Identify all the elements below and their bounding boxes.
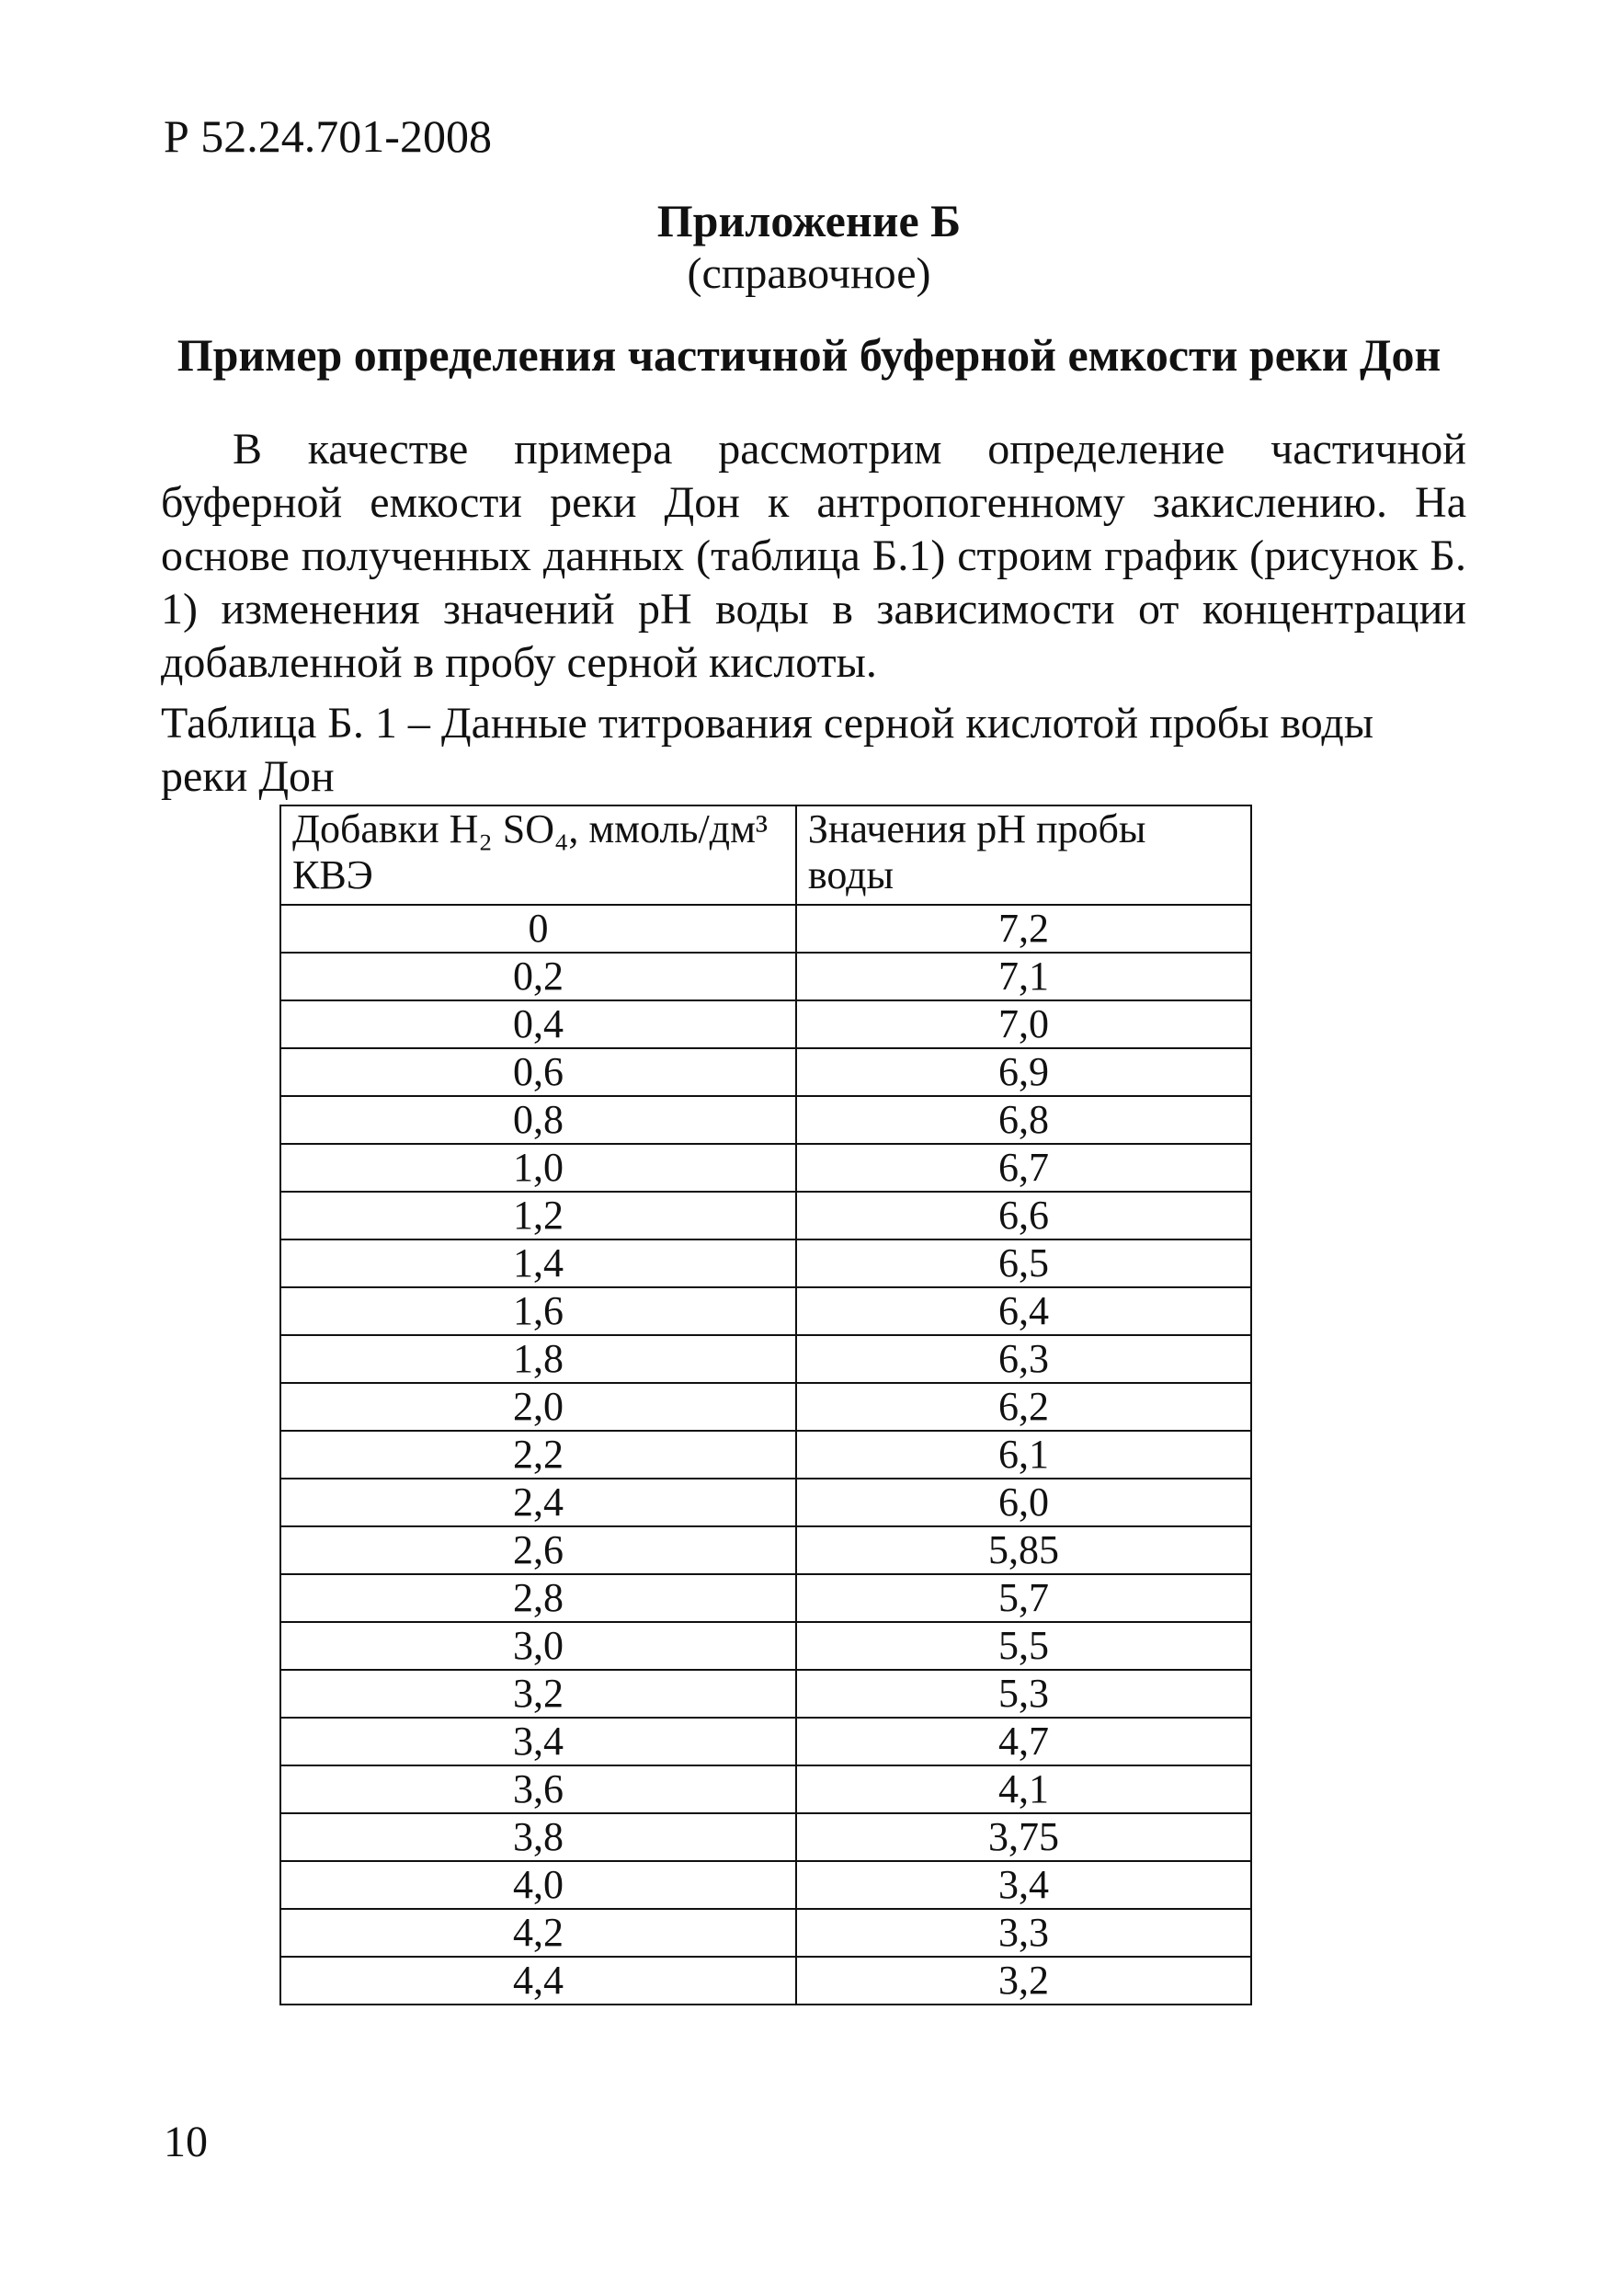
table-row [280, 1957, 1251, 2005]
ph-cell: 4,1 [796, 1765, 1251, 1813]
ph-cell: 6,4 [796, 1287, 1251, 1335]
dose-cell: 3,0 [280, 1622, 796, 1670]
dose-cell: 4,4 [280, 1957, 796, 2005]
ph-cell: 3,2 [796, 1957, 1251, 2005]
dose-cell: 1,0 [280, 1144, 796, 1192]
table-row [280, 1479, 1251, 1526]
dose-cell: 2,6 [280, 1526, 796, 1574]
ph-cell: 5,3 [796, 1670, 1251, 1718]
ph-cell: 6,6 [796, 1192, 1251, 1239]
document-code: Р 52.24.701-2008 [164, 110, 492, 162]
table-row [280, 1526, 1251, 1574]
table-row [280, 1383, 1251, 1431]
table-body [280, 905, 1251, 2005]
page-number: 10 [164, 2118, 208, 2166]
titration-table [279, 805, 1252, 2005]
ph-cell: 6,7 [796, 1144, 1251, 1192]
dose-cell: 0,2 [280, 953, 796, 1000]
table-row [280, 1909, 1251, 1957]
table-header-row [280, 805, 1251, 905]
ph-cell: 6,2 [796, 1383, 1251, 1431]
table-row [280, 1813, 1251, 1861]
ph-cell: 3,75 [796, 1813, 1251, 1861]
dose-cell: 0,4 [280, 1000, 796, 1048]
ph-cell: 3,4 [796, 1861, 1251, 1909]
ph-cell: 7,0 [796, 1000, 1251, 1048]
ph-cell: 6,3 [796, 1335, 1251, 1383]
table-row [280, 1574, 1251, 1622]
dose-cell: 4,2 [280, 1909, 796, 1957]
table-row [280, 1000, 1251, 1048]
dose-cell: 3,2 [280, 1670, 796, 1718]
ph-cell: 6,0 [796, 1479, 1251, 1526]
table-row [280, 1670, 1251, 1718]
table-row [280, 1718, 1251, 1765]
header-ph: Значения pH пробы воды [796, 805, 1251, 905]
ph-cell: 5,85 [796, 1526, 1251, 1574]
table-row [280, 1335, 1251, 1383]
section-heading: Пример определения частичной буферной емкости реки Дон [177, 329, 1441, 381]
header-dose: Добавки H₂ SO₄, ммоль/дм³ КВЭ [280, 805, 796, 905]
table-row [280, 1096, 1251, 1144]
dose-cell: 1,8 [280, 1335, 796, 1383]
appendix-subtitle: (справочное) [687, 249, 931, 298]
ph-cell: 6,9 [796, 1048, 1251, 1096]
ph-cell: 6,1 [796, 1431, 1251, 1479]
dose-cell: 2,2 [280, 1431, 796, 1479]
table-row [280, 1192, 1251, 1239]
ph-cell: 6,8 [796, 1096, 1251, 1144]
dose-cell: 1,2 [280, 1192, 796, 1239]
dose-cell: 4,0 [280, 1861, 796, 1909]
dose-cell: 0,6 [280, 1048, 796, 1096]
table-row [280, 1622, 1251, 1670]
body-paragraph: В качестве примера рассмотрим определение частичной буферной емкости реки Дон к антропогенному закислению. На основе полученных данных (таблица Б.1) строим график (рисунок Б. 1) изменения значений pH воды в зависимости от концентрации добавленной в пробу серной кислоты. [161, 425, 1466, 687]
dose-cell: 3,8 [280, 1813, 796, 1861]
table-row [280, 953, 1251, 1000]
table-row [280, 905, 1251, 953]
table-caption: Таблица Б. 1 – Данные титрования серной кислотой пробы воды реки Дон [161, 699, 1374, 801]
ph-cell: 7,1 [796, 953, 1251, 1000]
dose-cell: 1,6 [280, 1287, 796, 1335]
table-row [280, 1287, 1251, 1335]
dose-cell: 0 [280, 905, 796, 953]
table-row [280, 1048, 1251, 1096]
ph-cell: 5,7 [796, 1574, 1251, 1622]
table-row [280, 1144, 1251, 1192]
ph-cell: 4,7 [796, 1718, 1251, 1765]
dose-cell: 2,0 [280, 1383, 796, 1431]
table-row [280, 1861, 1251, 1909]
ph-cell: 3,3 [796, 1909, 1251, 1957]
table-row [280, 1239, 1251, 1287]
ph-cell: 6,5 [796, 1239, 1251, 1287]
dose-cell: 2,8 [280, 1574, 796, 1622]
ph-cell: 7,2 [796, 905, 1251, 953]
appendix-title: Приложение Б [656, 195, 962, 246]
table-row [280, 1431, 1251, 1479]
dose-cell: 0,8 [280, 1096, 796, 1144]
dose-cell: 2,4 [280, 1479, 796, 1526]
dose-cell: 1,4 [280, 1239, 796, 1287]
dose-cell: 3,4 [280, 1718, 796, 1765]
table-row [280, 1765, 1251, 1813]
dose-cell: 3,6 [280, 1765, 796, 1813]
ph-cell: 5,5 [796, 1622, 1251, 1670]
